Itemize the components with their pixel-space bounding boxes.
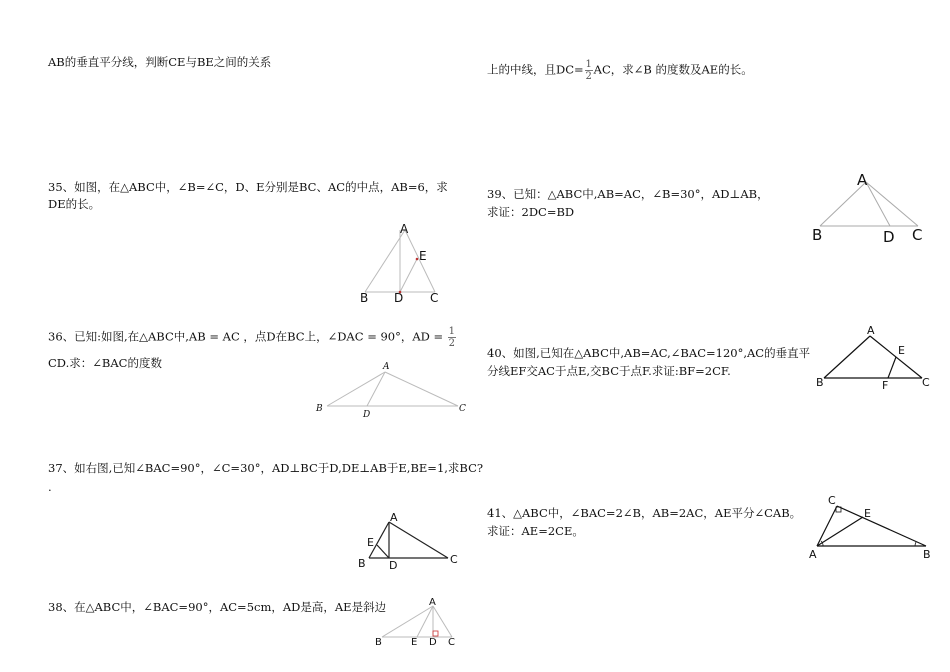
q39-triangle-figure: [808, 168, 928, 246]
q36-text-line1: [48, 326, 457, 349]
q38-label-A: A: [429, 597, 436, 608]
q35-triangle-figure: [355, 222, 455, 307]
q36-label-C: C: [459, 404, 466, 414]
q39-text-line2: 求证：2DC=BD: [487, 205, 575, 219]
q36-label-D: D: [363, 410, 371, 420]
q38-label-C: C: [448, 637, 455, 648]
q36-label-B: B: [316, 404, 323, 414]
q40-label-C: C: [922, 376, 930, 389]
q35-label-D: D: [394, 291, 404, 305]
q38-fraction: [585, 59, 593, 82]
q37-text-line1: 37、如右图,已知∠BAC=90°，∠C=30°，AD⊥BC于D,DE⊥AB于E,BE=1,求BC?: [48, 461, 484, 475]
q38-fraction-denominator: 2: [585, 71, 592, 82]
q41-label-A: A: [809, 548, 817, 561]
q37-label-C: C: [450, 553, 458, 566]
q37-label-D: D: [389, 559, 398, 572]
q38-label-D: D: [429, 637, 437, 648]
q35-text-line1: 35、如图，在△ABC中，∠B=∠C，D、E分别是BC、AC的中点，AB=6，求: [48, 180, 448, 194]
q41-label-B: B: [923, 548, 931, 561]
q40-label-A: A: [867, 324, 875, 337]
q38-continuation-text: [487, 59, 753, 82]
q41-triangle-figure: [803, 490, 938, 562]
q36-label-A: A: [383, 362, 390, 372]
q41-label-C: C: [828, 494, 836, 507]
q38-label-B: B: [375, 637, 382, 648]
q38-label-E: E: [411, 637, 418, 648]
q39-label-A: A: [857, 171, 868, 189]
q39-label-B: B: [812, 226, 823, 244]
q39-label-C: C: [912, 226, 923, 244]
q37-label-B: B: [358, 557, 366, 570]
q40-label-E: E: [898, 344, 905, 357]
q37-label-E: E: [367, 536, 374, 549]
q40-text-line2: 分线EF交AC于点E,交BC于点F.求证:BF=2CF.: [487, 364, 731, 378]
q41-text-line1: 41、△ABC中，∠BAC=2∠B，AB=2AC，AE平分∠CAB。: [487, 506, 802, 520]
q40-triangle-figure: [812, 322, 937, 394]
q41-label-E: E: [864, 507, 871, 520]
q37-text-line2: .: [48, 480, 52, 494]
q35-label-B: B: [360, 291, 369, 305]
q38-fraction-numerator: 1: [585, 59, 592, 70]
q35-label-E: E: [419, 249, 427, 263]
q35-label-A: A: [400, 222, 409, 236]
q37-label-A: A: [390, 511, 398, 524]
q35-text-line2: DE的长。: [48, 197, 101, 211]
q38-triangle-figure: [370, 596, 465, 648]
q39-label-D: D: [883, 228, 895, 246]
q38-text-line1: 38、在△ABC中，∠BAC=90°，AC=5cm，AD是高，AE是斜边: [48, 600, 387, 614]
q39-text-line1: 39、已知：△ABC中,AB=AC，∠B=30°，AD⊥AB，: [487, 187, 769, 201]
q40-text-line1: 40、如图,已知在△ABC中,AB=AC,∠BAC=120°,AC的垂直平: [487, 346, 811, 360]
q40-label-B: B: [816, 376, 824, 389]
q36-text-line2: CD.求：∠BAC的度数: [48, 356, 162, 370]
q36-triangle-figure: [312, 360, 472, 420]
problem-continuation-text: AB的垂直平分线，判断CE与BE之间的关系: [48, 55, 272, 69]
q35-label-C: C: [430, 291, 439, 305]
q41-text-line2: 求证：AE=2CE。: [487, 524, 584, 538]
q40-label-F: F: [882, 379, 889, 392]
q38-continuation-pre: 上的中线，且DC=: [487, 62, 584, 77]
q36-text-line1-main: 36、已知:如图,在△ABC中,AB = AC ，点D在BC上，∠DAC = 90°，AD =: [48, 329, 444, 344]
q36-fraction-numerator: 1: [448, 326, 456, 337]
q36-fraction-denominator: 2: [448, 338, 456, 349]
q37-triangle-figure: [355, 508, 465, 573]
q38-continuation-post: AC，求∠B 的度数及AE的长。: [593, 62, 753, 77]
q36-fraction: [448, 326, 456, 349]
